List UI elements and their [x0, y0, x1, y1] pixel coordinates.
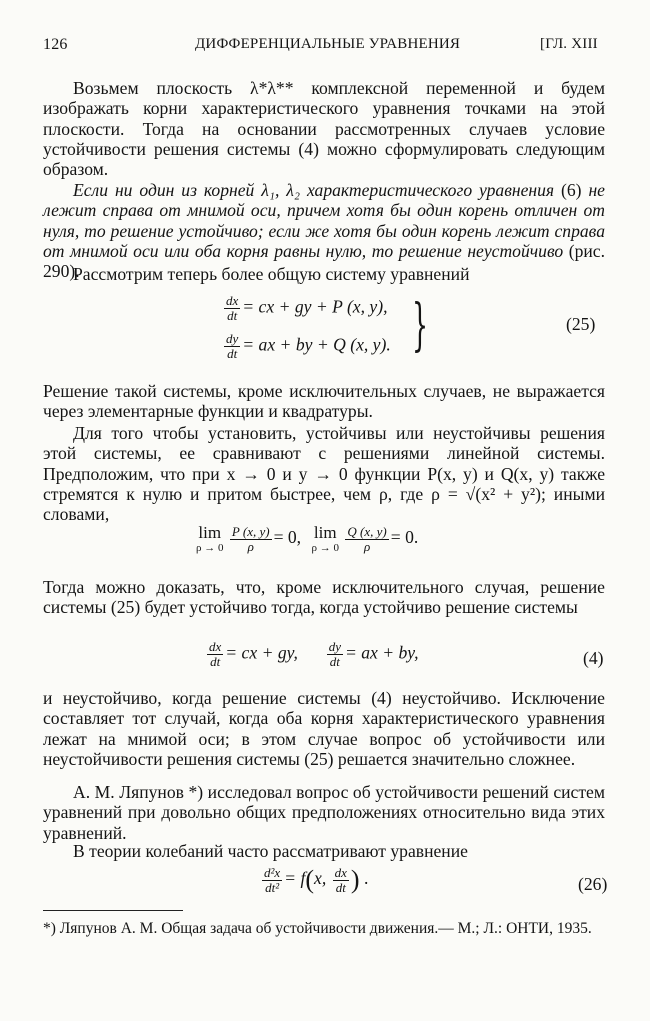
paragraph-exception: и неустойчиво, когда решение системы (4) неустойчиво. Исключение составляет тот случай, когда оба корня характеристического уравнения лежат на мнимой оси; в этом случае вопрос об устойчивости или неустойчивости решения системы (25) решается значительно сложнее.: [43, 688, 605, 769]
paragraph-no-elementary: Решение такой системы, кроме исключительных случаев, не выражается через элементарные функции и квадратуры.: [43, 381, 605, 422]
eq26: $\frac{\text{d²x}}{\text{dt²}}$ = f(x, $\frac{dx}{dt}$ ) .: [264, 864, 369, 895]
eq25-line2: $\frac{dy}{dt}$ = ax + by + Q (x, y).: [226, 331, 391, 361]
criterion-figure-ref: (рис. 290).: [43, 240, 605, 282]
eq25-brace: }: [412, 293, 429, 358]
paragraph-oscillations: В теории колебаний часто рассматривают уравнение: [73, 841, 468, 861]
paragraph-general-system: Рассмотрим теперь более общую систему уравнений: [73, 264, 470, 284]
chapter-label: [ГЛ. XIII: [540, 36, 598, 52]
criterion-ref: (6): [554, 180, 589, 200]
eq4-tag: (4): [583, 648, 604, 668]
criterion-italic-a: Если ни один из корней λ₁, λ₂ характеристического уравнения: [73, 180, 555, 200]
paragraph-lyapunov: А. М. Ляпунов *) исследовал вопрос об устойчивости решений систем уравнений при довольно общих предположениях относительно вида этих уравнений.: [43, 782, 605, 843]
criterion-italic-b: не лежит справа от мнимой оси, причем хотя бы один корень отличен от нуля, то решение устойчиво; если же хотя бы один корень лежит справа от мнимой оси или оба корня равны нулю, то решение неустойчиво: [43, 180, 605, 261]
eq25-tag: (25): [566, 314, 596, 334]
footnote-rule: [43, 910, 183, 911]
running-title: ДИФФЕРЕНЦИАЛЬНЫЕ УРАВНЕНИЯ: [195, 36, 461, 52]
limits-formula: lim ρ → 0 $\frac{P (x, y)}{\rho}$ = 0, lim ρ → 0 $\frac{Q (x, y)}{\rho}$ = 0.: [196, 523, 419, 554]
eq26-tag: (26): [578, 874, 608, 894]
eq25-line1: $\frac{dx}{dt}$ = cx + gy + P (x, y),: [226, 293, 388, 323]
eq4: $\frac{dx}{dt}$ = cx + gy, $\frac{dy}{dt}$ = ax + by,: [209, 639, 419, 669]
paragraph-comparison: Для того чтобы установить, устойчивы или неустойчивы решения этой системы, ее сравнивают с решениями линейной системы. Предположим, что при x → 0 и y → 0 функции P(x, y) и Q(x, y) также стремятся к нулю и притом быстрее, чем ρ, где ρ = √(x² + y²); иными словами,: [43, 423, 605, 525]
paragraph-lyapunov-theorem: Тогда можно доказать, что, кроме исключительного случая, решение системы (25) будет устойчиво тогда, когда устойчиво решение системы: [43, 577, 605, 618]
footnote: *) Ляпунов А. М. Общая задача об устойчивости движения.— М.; Л.: ОНТИ, 1935.: [43, 920, 592, 937]
page-number: 126: [43, 36, 68, 53]
paragraph-complex-plane: Возьмем плоскость λ*λ** комплексной переменной и будем изображать корни характеристического уравнения точками на этой плоскости. Тогда на основании рассмотренных случаев условие устойчивости решения системы (4) можно сформулировать следующим образом.: [43, 78, 605, 180]
